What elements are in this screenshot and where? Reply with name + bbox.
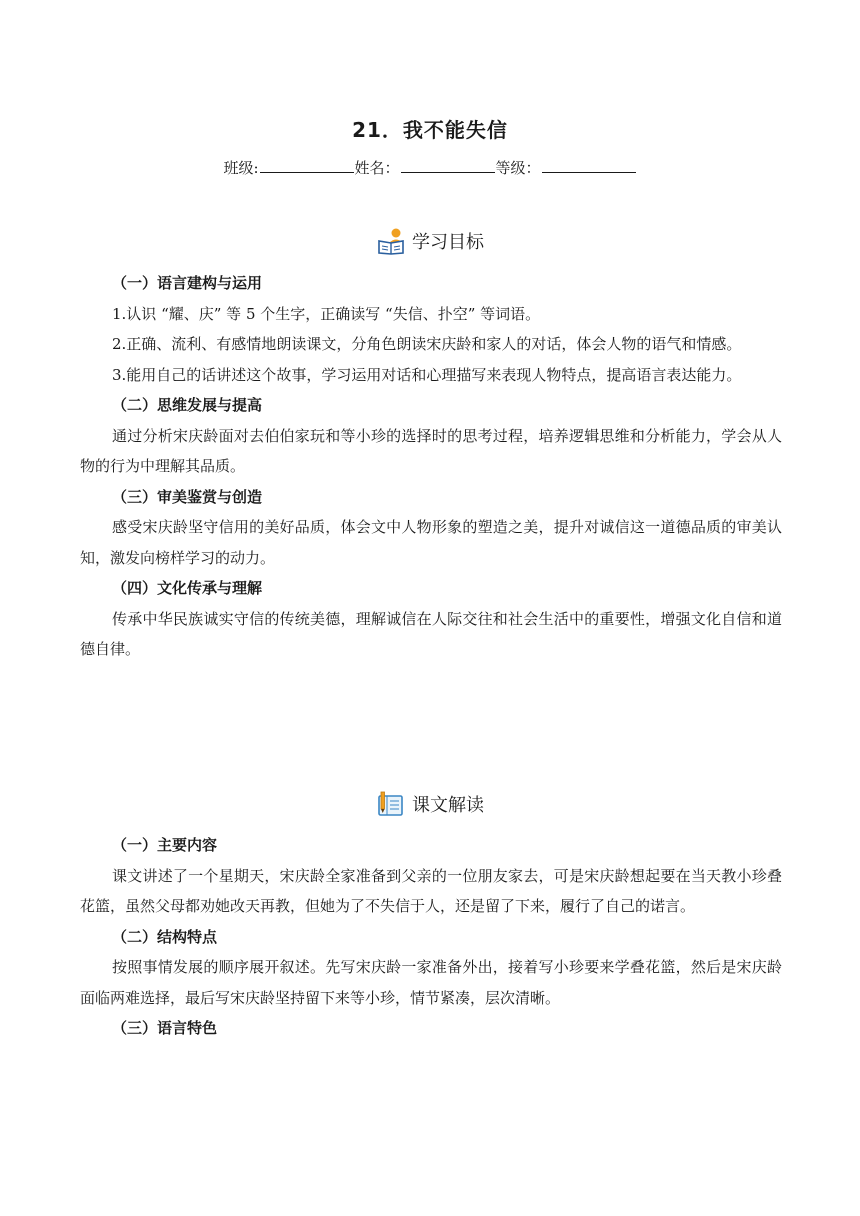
subheading: （三）审美鉴赏与创造 xyxy=(112,487,263,506)
subheading: （三）语言特色 xyxy=(112,1019,218,1037)
paragraph: 感受宋庆龄坚守信用的美好品质，体会文中人物形象的塑造之美，提升对诚信这一道德品质的审美认知，激发向榜样学习的动力。 xyxy=(80,518,782,567)
section-title-reading: 课文解读 xyxy=(412,795,484,816)
subheading: （二）结构特点 xyxy=(112,927,218,946)
paragraph: 传承中华民族诚实守信的传统美德，理解诚信在人际交往和社会生活中的重要性，增强文化自信和道德自律。 xyxy=(80,609,782,658)
paragraph: 2.正确、流利、有感情地朗读课文，分角色朗读宋庆龄和家人的对话，体会人物的语气和情感。 xyxy=(112,335,742,353)
name-label: 姓名： xyxy=(354,159,400,177)
section-heading-goals xyxy=(0,227,860,260)
reading-content xyxy=(80,830,782,1044)
subheading: （一）主要内容 xyxy=(112,836,218,854)
paragraph: 通过分析宋庆龄面对去伯伯家玩和等小珍的选择时的思考过程，培养逻辑思维和分析能力，学会从人物的行为中理解其品质。 xyxy=(80,426,782,475)
subheading: （四）文化传承与理解 xyxy=(112,579,263,597)
student-info-line xyxy=(0,157,860,178)
section-title-goals: 学习目标 xyxy=(412,232,484,253)
paragraph: 1.认识 “耀、庆” 等 5 个生字，正确读写 “失信、扑空” 等词语。 xyxy=(112,304,541,323)
paragraph: 3.能用自己的话讲述这个故事，学习运用对话和心理描写来表现人物特点，提高语言表达能力。 xyxy=(112,365,742,384)
paragraph: 按照事情发展的顺序展开叙述。先写宋庆龄一家准备外出，接着写小珍要来学叠花篮，然后是宋庆龄面临两难选择，最后写宋庆龄坚持留下来等小珍，情节紧凑，层次清晰。 xyxy=(80,958,782,1007)
page-title: 21．我不能失信 xyxy=(352,118,508,142)
reading-person-icon xyxy=(376,227,406,255)
name-blank[interactable] xyxy=(401,158,495,173)
notebook-pencil-icon xyxy=(376,790,406,818)
goals-content xyxy=(80,268,782,665)
grade-label: 等级： xyxy=(495,159,541,177)
class-label: 班级: xyxy=(223,159,259,177)
subheading: （一）语言建构与运用 xyxy=(112,274,263,292)
subheading: （二）思维发展与提高 xyxy=(112,396,263,414)
section-heading-reading xyxy=(0,790,860,823)
grade-blank[interactable] xyxy=(542,158,636,173)
paragraph: 课文讲述了一个星期天，宋庆龄全家准备到父亲的一位朋友家去，可是宋庆龄想起要在当天教小珍叠花篮，虽然父母都劝她改天再教，但她为了不失信于人，还是留了下来，履行了自己的诺言。 xyxy=(80,866,782,915)
class-blank[interactable] xyxy=(260,158,354,173)
